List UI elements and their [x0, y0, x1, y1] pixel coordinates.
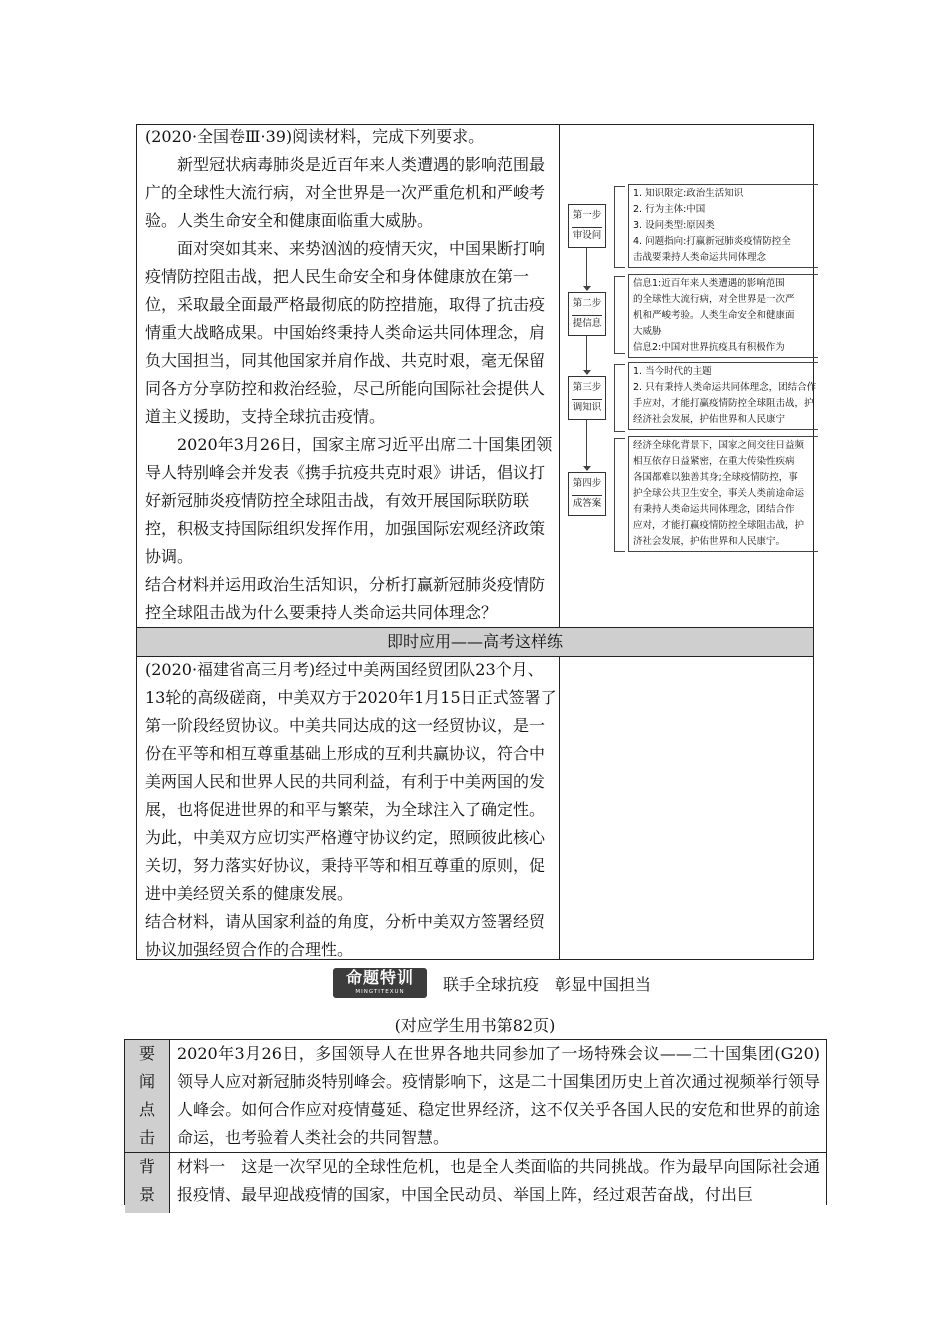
step-1-number: 第一步 — [572, 210, 602, 221]
question1-paragraph-2: 面对突如其来、来势汹汹的疫情天灾，中国果断打响疫情防控阻击战，把人民生命安全和身体健康放在第一位，采取最全面最严格最彻底的防控措施，取得了抗击疫情重大战略成果。中国始终秉持人类命运共同体理念，肩负大国担当，同其他国家并肩作战、共克时艰，毫无保留同各方分享防控和救治经验，尽己所能向国际社会提供人道主义援助，支持全球抗击疫情。 — [145, 239, 546, 426]
label-char: 点 — [138, 1100, 155, 1119]
box2-line: 信息2:中国对世界抗疫具有积极作为 — [633, 342, 785, 353]
question2-block — [145, 656, 557, 964]
bracket-4 — [614, 438, 625, 552]
label-char: 击 — [138, 1128, 155, 1147]
box4-line: 应对，才能打赢疫情防控全球阻击战，护 — [633, 520, 805, 531]
banner-pinyin: MINGTITEXUN — [355, 989, 405, 995]
box4-line: 济社会发展，护佑世界和人民康宁。 — [633, 536, 786, 547]
question1-source: (2020·全国卷Ⅲ·39)阅读材料，完成下列要求。 — [145, 127, 485, 146]
step-4-box — [568, 472, 606, 516]
arrow-down-icon — [586, 420, 587, 470]
row-label-background — [125, 1153, 170, 1213]
step-2-number: 第二步 — [572, 298, 602, 309]
step-3-number: 第三步 — [572, 382, 602, 393]
label-char: 景 — [138, 1185, 155, 1204]
banner-title: 命题特训 — [345, 968, 414, 987]
box1-line: 击战要秉持人类命运共同体理念 — [633, 252, 767, 263]
column-divider — [559, 125, 560, 959]
row-label-news — [125, 1040, 170, 1152]
arrow-down-icon — [586, 336, 587, 374]
section-title: 联手全球抗疫 彰显中国担当 — [443, 975, 652, 994]
step-1-box — [568, 204, 606, 248]
question1-block — [145, 123, 557, 627]
step-2-label: 提信息 — [572, 318, 602, 329]
question1-paragraph-3: 2020年3月26日，国家主席习近平出席二十国集团领导人特别峰会并发表《携手抗疫共克时艰》讲话，倡议打好新冠肺炎疫情防控全球阻击战，有效开展国际联防联控，积极支持国际组织发挥作用，加强国际宏观经济政策协调。 — [145, 435, 553, 566]
info-box-2 — [628, 274, 818, 358]
box2-line: 信息1:近百年来人类遭遇的影响范围 — [633, 278, 785, 289]
step-4-number: 第四步 — [572, 478, 602, 489]
practice-band: 即时应用——高考这样练 — [137, 627, 813, 657]
news-table — [124, 1039, 827, 1205]
table-row-background — [125, 1153, 826, 1213]
question1-paragraph-1: 新型冠状病毒肺炎是近百年来人类遭遇的影响范围最广的全球性大流行病，对全世界是一次严重危机和严峻考验。人类生命安全和健康面临重大威胁。 — [145, 155, 546, 230]
box2-line: 大威胁 — [633, 326, 662, 337]
label-char: 要 — [138, 1044, 155, 1063]
box1-line: 2. 行为主体:中国 — [633, 204, 706, 215]
bracket-3 — [614, 364, 625, 432]
box3-line: 1. 当今时代的主题 — [633, 366, 712, 377]
label-char: 背 — [138, 1157, 155, 1176]
box3-line: 2. 只有秉持人类命运共同体理念，团结合作 — [633, 382, 817, 393]
label-char: 闻 — [138, 1072, 155, 1091]
table-row-news — [125, 1040, 826, 1153]
info-box-4 — [628, 436, 818, 552]
step-3-label: 调知识 — [572, 402, 602, 413]
step-3-box — [568, 376, 606, 420]
box1-line: 4. 问题指向:打赢新冠肺炎疫情防控全 — [633, 236, 791, 247]
question2-task: 结合材料，请从国家利益的角度，分析中美双方签署经贸协议加强经贸合作的合理性。 — [145, 912, 546, 959]
box4-line: 各国都难以独善其身;全球疫情防控，事 — [633, 472, 798, 483]
question2-paragraph: (2020·福建省高三月考)经过中美两国经贸团队23个月、13轮的高级磋商，中美双方于2020年1月15日正式签署了第一阶段经贸协议。中美共同达成的这一经贸协议，是一份在平等和相互尊重基础上形成的互利共赢协议，符合中美两国人民和世界人民的共同利益，有利于中美两国的发展，也将促进世界的和平与繁荣，为全球注入了确定性。为此，中美双方应切实严格遵守协议约定，照顾彼此核心关切，努力落实好协议，秉持平等和相互尊重的原则，促进中美经贸关系的健康发展。 — [145, 660, 557, 903]
step-1-label: 审设问 — [572, 230, 602, 241]
box2-line: 的全球性大流行病，对全世界是一次严 — [633, 294, 795, 305]
bracket-1 — [614, 186, 625, 268]
arrow-down-icon — [586, 248, 587, 290]
news-text: 2020年3月26日，多国领导人在世界各地共同参加了一场特殊会议——二十国集团(G20)领导人应对新冠肺炎特别峰会。疫情影响下，这是二十国集团历史上首次通过视频举行领导人峰会。如何合作应对疫情蔓延、稳定世界经济，这不仅关乎各国人民的安危和世界的前途命运，也考验着人类社会的共同智慧。 — [177, 1044, 820, 1147]
box4-line: 经济全球化背景下，国家之间交往日益频 — [633, 440, 805, 451]
section-banner — [333, 968, 427, 998]
box4-line: 相互依存日益紧密，在重大传染性疾病 — [633, 456, 795, 467]
background-text: 材料一 这是一次罕见的全球性危机，也是全人类面临的共同挑战。作为最早向国际社会通报疫情、最早迎战疫情的国家，中国全民动员、举国上阵，经过艰苦奋战，付出巨 — [177, 1157, 820, 1204]
bracket-2 — [614, 276, 625, 354]
box1-line: 1. 知识限定:政治生活知识 — [633, 188, 744, 199]
box4-line: 有秉持人类命运共同体理念，团结合作 — [633, 504, 795, 515]
box2-line: 机和严峻考验。人类生命安全和健康面 — [633, 310, 795, 321]
step-4-label: 成答案 — [572, 498, 602, 509]
solution-flow-diagram — [566, 180, 816, 552]
box1-line: 3. 设问类型:原因类 — [633, 220, 715, 231]
question1-task: 结合材料并运用政治生活知识，分析打赢新冠肺炎疫情防控全球阻击战为什么要秉持人类命运共同体理念？ — [145, 575, 546, 622]
info-box-1 — [628, 184, 818, 268]
box3-line: 经济社会发展，护佑世界和人民康宁 — [633, 414, 786, 425]
box3-line: 手应对，才能打赢疫情防控全球阻击战，护 — [633, 398, 814, 409]
info-box-3 — [628, 362, 818, 430]
page-reference: (对应学生用书第82页) — [394, 1016, 556, 1035]
step-2-box — [568, 292, 606, 336]
box4-line: 护全球公共卫生安全，事关人类前途命运 — [633, 488, 805, 499]
